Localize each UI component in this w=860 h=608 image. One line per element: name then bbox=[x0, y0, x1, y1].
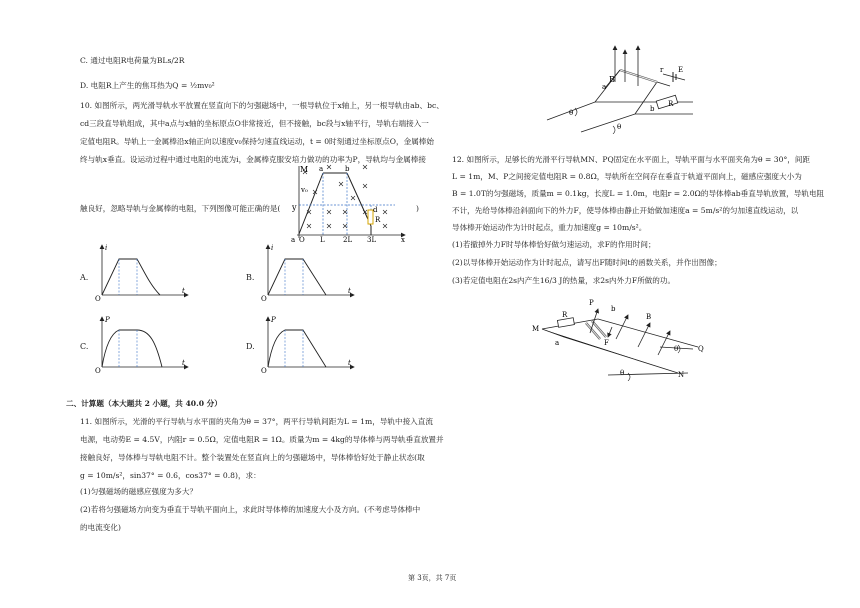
fig11-r: r bbox=[660, 66, 664, 74]
graph-d-p: P bbox=[271, 316, 276, 324]
fig10-2L: 2L bbox=[343, 236, 353, 242]
graph-b-i: i bbox=[271, 244, 274, 252]
graph-c-o: O bbox=[95, 367, 101, 375]
graph-d bbox=[258, 313, 358, 375]
graph-b bbox=[258, 241, 358, 303]
graph-a bbox=[92, 241, 192, 303]
fig12-M: M bbox=[532, 325, 540, 333]
q12-figure bbox=[528, 293, 708, 381]
fig12-B: B bbox=[646, 313, 652, 321]
fig12-a: a bbox=[555, 339, 560, 347]
graph-a-o: O bbox=[95, 295, 101, 303]
fig10-R: R bbox=[375, 216, 381, 224]
fig12-Q: Q bbox=[698, 345, 704, 353]
q11-question-2: (2)若将匀强磁场方向变为垂直于导轨平面向上，求此时导体棒的加速度大小及方向。(不考虑导体棒中 bbox=[80, 505, 421, 514]
fig10-a-top: a bbox=[319, 165, 324, 173]
fig10-b: b bbox=[345, 165, 350, 173]
fig12-theta-1: θ bbox=[674, 345, 679, 353]
fig12-R: R bbox=[562, 311, 568, 319]
fig11-theta-1: θ bbox=[569, 109, 574, 117]
graph-b-t: t bbox=[348, 287, 351, 295]
q11-question-2b: 的电流变化) bbox=[80, 523, 121, 532]
q10-line-5: 触良好，忽略导轨与金属棒的电阻，下列图像可能正确的是( bbox=[80, 204, 281, 213]
fig10-d: d bbox=[373, 206, 378, 214]
graph-c bbox=[92, 313, 192, 375]
fig12-b: b bbox=[611, 305, 616, 313]
fig10-M: M bbox=[300, 165, 309, 174]
fig11-B: B bbox=[609, 75, 615, 84]
fig11-E: E bbox=[678, 66, 684, 74]
graph-c-p: P bbox=[105, 316, 110, 324]
q10-line-3: 定值电阻R。导轨上一金属棒沿x轴正向以速度v₀保持匀速直线运动，t = 0时刻通过坐标原点O，金属棒始 bbox=[80, 137, 434, 146]
graph-a-t: t bbox=[182, 287, 185, 295]
q12-question-1: (1)若撤掉外力F时导体棒恰好做匀速运动，求F的作用时间； bbox=[452, 240, 656, 249]
q11-line-3: 接触良好，导体棒与导轨电阻不计。整个装置处在竖直向上的匀强磁场中，导体棒恰好处于静止状态(取 bbox=[80, 453, 425, 462]
q11-line-4: g = 10m/s²，sin37° = 0.6，cos37° = 0.8)，求： bbox=[80, 471, 261, 480]
q10-line-1: 10. 如图所示，两光滑导轨水平放置在竖直向下的匀强磁场中，一根导轨位于x轴上，另一根导轨由ab、bc、 bbox=[80, 101, 444, 110]
fig12-F: F bbox=[604, 339, 609, 347]
option-a[interactable]: A. bbox=[80, 273, 89, 282]
graph-c-t: t bbox=[182, 359, 185, 367]
fig10-3L: 3L bbox=[367, 236, 377, 242]
q12-line-3: B = 1.0T的匀强磁场，质量m = 0.1kg，长度L = 1.0m，电阻r = 2.0Ω的导体棒ab垂直导轨放置，导轨电阻 bbox=[452, 189, 825, 198]
q12-question-2: (2)以导体棒开始运动作为计时起点，请写出F随时间t的函数关系，并作出图像； bbox=[452, 258, 722, 267]
section-2-title: 二、计算题（本大题共 2 小题，共 40.0 分） bbox=[66, 399, 222, 408]
q11-line-1: 11. 如图所示，光滑的平行导轨与水平面的夹角为θ = 37°，两平行导轨间距为L = 1m，导轨中接入直流 bbox=[80, 417, 433, 426]
fig11-a: a bbox=[602, 83, 607, 91]
graph-d-o: O bbox=[261, 367, 267, 375]
q11-line-2: 电源，电动势E = 4.5V，内阻r = 0.5Ω，定值电阻R = 1Ω。质量为m = 4kg的导体棒与两导轨垂直放置并 bbox=[80, 435, 444, 444]
graph-a-i: i bbox=[105, 244, 108, 252]
fig11-b: b bbox=[650, 105, 655, 113]
q12-line-4: 不计，先给导体棒沿斜面向下的外力F，使导体棒由静止开始做加速度a = 5m/s²的匀加速直线运动，以 bbox=[452, 206, 799, 215]
fig12-N: N bbox=[678, 371, 685, 379]
q11-figure bbox=[545, 42, 695, 134]
q9-option-d: D. 电阻R上产生的焦耳热为Q = ½mv₀² bbox=[80, 81, 215, 90]
q12-line-2: L = 1m，M、P之间接定值电阻R = 0.8Ω，导轨所在空间存在垂直于轨道平面向上，磁感应强度大小为 bbox=[452, 172, 802, 181]
fig10-x: x bbox=[401, 236, 405, 242]
q10-line-2: cd三段直导轨组成，其中a点与x轴的坐标原点O非常接近，但不接触，bc段与x轴平行，导轨右端接入一 bbox=[80, 119, 429, 128]
option-b[interactable]: B. bbox=[246, 273, 255, 282]
q11-question-1: (1)匀强磁场的磁感应强度为多大？ bbox=[80, 487, 198, 496]
page-footer: 第 3页，共 7页 bbox=[408, 574, 457, 582]
q9-option-c: C. 通过电阻R电荷量为BLs/2R bbox=[80, 56, 185, 65]
graph-b-o: O bbox=[261, 295, 267, 303]
fig10-v0: v₀ bbox=[301, 186, 308, 194]
fig10-L: L bbox=[320, 236, 325, 242]
option-c[interactable]: C. bbox=[80, 342, 89, 351]
fig12-theta-2: θ bbox=[620, 369, 625, 377]
fig10-y: y bbox=[292, 203, 297, 212]
q10-figure bbox=[283, 162, 413, 242]
q12-question-3: (3)若定值电阻在2s内产生16/3 J的热量，求2s内外力F所做的功。 bbox=[452, 276, 676, 285]
q10-line-5-end: ) bbox=[416, 204, 419, 213]
q12-line-5: 导体棒开始运动作为计时起点，重力加速度g = 10m/s²。 bbox=[452, 223, 647, 232]
q10-line-4: 终与轨x垂直。设运动过程中通过电阻的电流为i，金属棒克服安培力做功的功率为P，导轨均与金属棒接 bbox=[80, 155, 426, 164]
fig11-R: R bbox=[668, 100, 674, 108]
fig10-O: O bbox=[299, 236, 305, 242]
fig12-P: P bbox=[589, 299, 594, 307]
q12-line-1: 12. 如图所示，足够长的光滑平行导轨MN、PQ固定在水平面上，导轨平面与水平面夹角为θ = 30°，间距 bbox=[452, 155, 811, 164]
fig10-a: a bbox=[291, 236, 296, 242]
option-d[interactable]: D. bbox=[246, 342, 255, 351]
graph-d-t: t bbox=[348, 359, 351, 367]
fig11-theta-2: θ bbox=[617, 123, 622, 131]
